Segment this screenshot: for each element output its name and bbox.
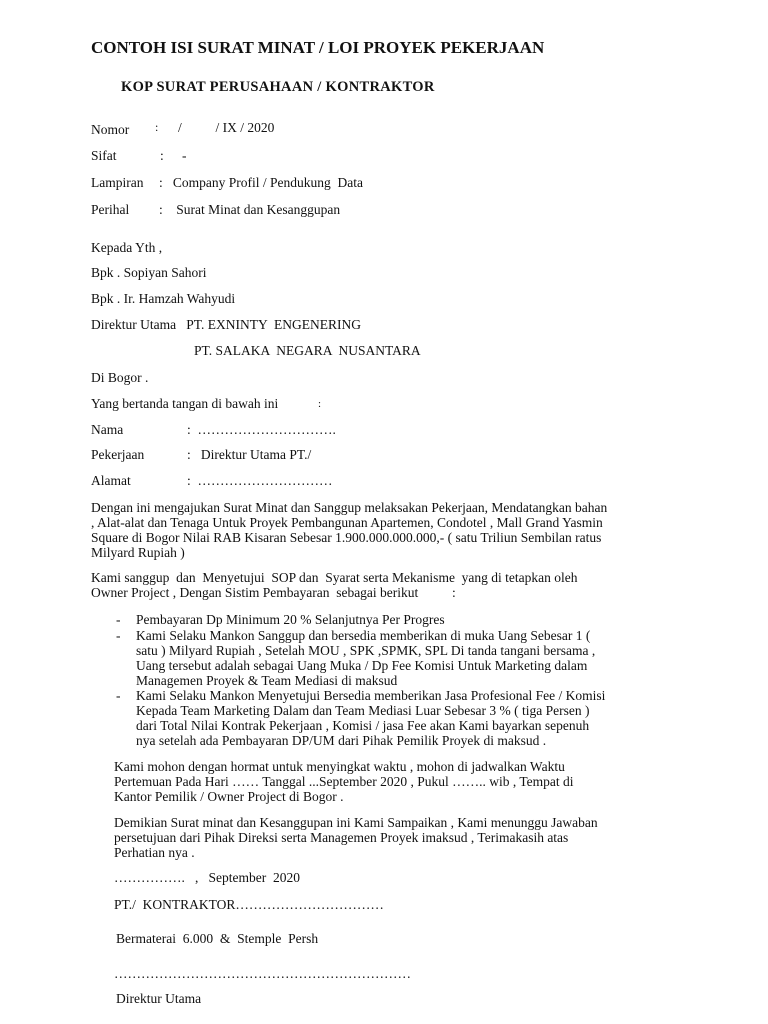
alamat-value: : ………………………… <box>187 473 333 488</box>
body-paragraph-2: Kami sanggup dan Menyetujui SOP dan Syarat serta Mekanisme yang di tetapkan oleh Owner Project , Dengan Sistim Pembayaran sebagai berikut : <box>91 570 578 600</box>
nomor-colon: : <box>155 120 159 134</box>
recipient-position-company: Direktur Utama PT. EXNINTY ENGENERING <box>91 317 361 332</box>
bullet-marker: - <box>116 628 121 643</box>
body-paragraph-1: Dengan ini mengajukan Surat Minat dan Sanggup melaksakan Pekerjaan, Mendatangkan bahan , Alat-alat dan Tenaga Untuk Proyek Pembangunan Apartemen, Condotel , Mall Grand Yasmin Square di Bogor Nilai RAB Kisaran Sebesar 1.900.000.000.000,- ( satu Triliun Sembilan ratus Milyard Rupiah ) <box>91 500 608 560</box>
letterhead-placeholder: KOP SURAT PERUSAHAAN / KONTRAKTOR <box>121 79 435 95</box>
bullet-item: Kami Selaku Mankon Menyetujui Bersedia memberikan Jasa Profesional Fee / Komisi Kepada Team Marketing Dalam dan Team Mediasi Luar Sebesar 3 % ( tiga Persen ) dari Total Nilai Kontrak Pekerjaan , Komisi / jasa Fee akan Kami bayarkan sepenuh nya setelah ada Pembayaran DP/UM dari Pihak Pemilik Proyek di maksud . <box>136 688 606 748</box>
closing-company-line: PT./ KONTRAKTOR…………………………… <box>114 897 384 912</box>
nomor-value: / / IX / 2020 <box>178 120 275 135</box>
pekerjaan-label: Pekerjaan <box>91 447 145 462</box>
recipient-1: Bpk . Sopiyan Sahori <box>91 265 207 280</box>
perihal-label: Perihal <box>91 202 130 217</box>
greeting: Kepada Yth , <box>91 240 163 255</box>
sifat-value: - <box>182 148 187 163</box>
lampiran-label: Lampiran <box>91 175 144 190</box>
bullet-item: Kami Selaku Mankon Sanggup dan bersedia memberikan di muka Uang Sebesar 1 ( satu ) Milyard Rupiah , Setelah MOU , SPK ,SPMK, SPL Di tanda tangani bersama , Uang tersebut adalah sebagai Uang Muka / Dp Fee Komisi Untuk Marketing dalam Managemen Proyek & Team Mediasi di maksud <box>136 628 596 688</box>
sifat-label: Sifat <box>91 148 117 163</box>
stamp-note: Bermaterai 6.000 & Stemple Persh <box>116 931 319 946</box>
nama-value: : …………………………. <box>187 422 336 437</box>
recipient-company-2: PT. SALAKA NEGARA NUSANTARA <box>194 343 421 358</box>
lampiran-value: : Company Profil / Pendukung Data <box>159 175 363 190</box>
signature-line: ………………………………………………………… <box>114 966 411 981</box>
document-title: CONTOH ISI SURAT MINAT / LOI PROYEK PEKERJAAN <box>91 38 545 57</box>
body-paragraph-4: Demikian Surat minat dan Kesanggupan ini Kami Sampaikan , Kami menunggu Jawaban persetujuan dari Pihak Direksi serta Managemen Proyek imaksud , Terimakasih atas Perhatian nya . <box>114 815 598 860</box>
recipient-location: Di Bogor . <box>91 370 149 385</box>
sifat-colon: : <box>160 148 164 163</box>
signer-title: Direktur Utama <box>116 991 202 1006</box>
closing-date-line: ……………. , September 2020 <box>114 870 300 885</box>
nama-label: Nama <box>91 422 124 437</box>
body-paragraph-3: Kami mohon dengan hormat untuk menyingkat waktu , mohon di jadwalkan Waktu Pertemuan Pada Hari …… Tanggal ...September 2020 , Pukul …….. wib , Tempat di Kantor Pemilik / Owner Project di Bogor . <box>114 759 574 804</box>
bullet-marker: - <box>116 688 121 703</box>
perihal-value: : Surat Minat dan Kesanggupan <box>159 202 341 217</box>
signatory-intro: Yang bertanda tangan di bawah ini <box>91 396 279 411</box>
bullet-item: Pembayaran Dp Minimum 20 % Selanjutnya Per Progres <box>136 612 445 627</box>
alamat-label: Alamat <box>91 473 131 488</box>
pekerjaan-value: : Direktur Utama PT./ <box>187 447 312 462</box>
signatory-intro-colon: : <box>318 398 322 410</box>
recipient-2: Bpk . Ir. Hamzah Wahyudi <box>91 291 236 306</box>
nomor-label: Nomor <box>91 122 130 137</box>
bullet-marker: - <box>116 612 121 627</box>
